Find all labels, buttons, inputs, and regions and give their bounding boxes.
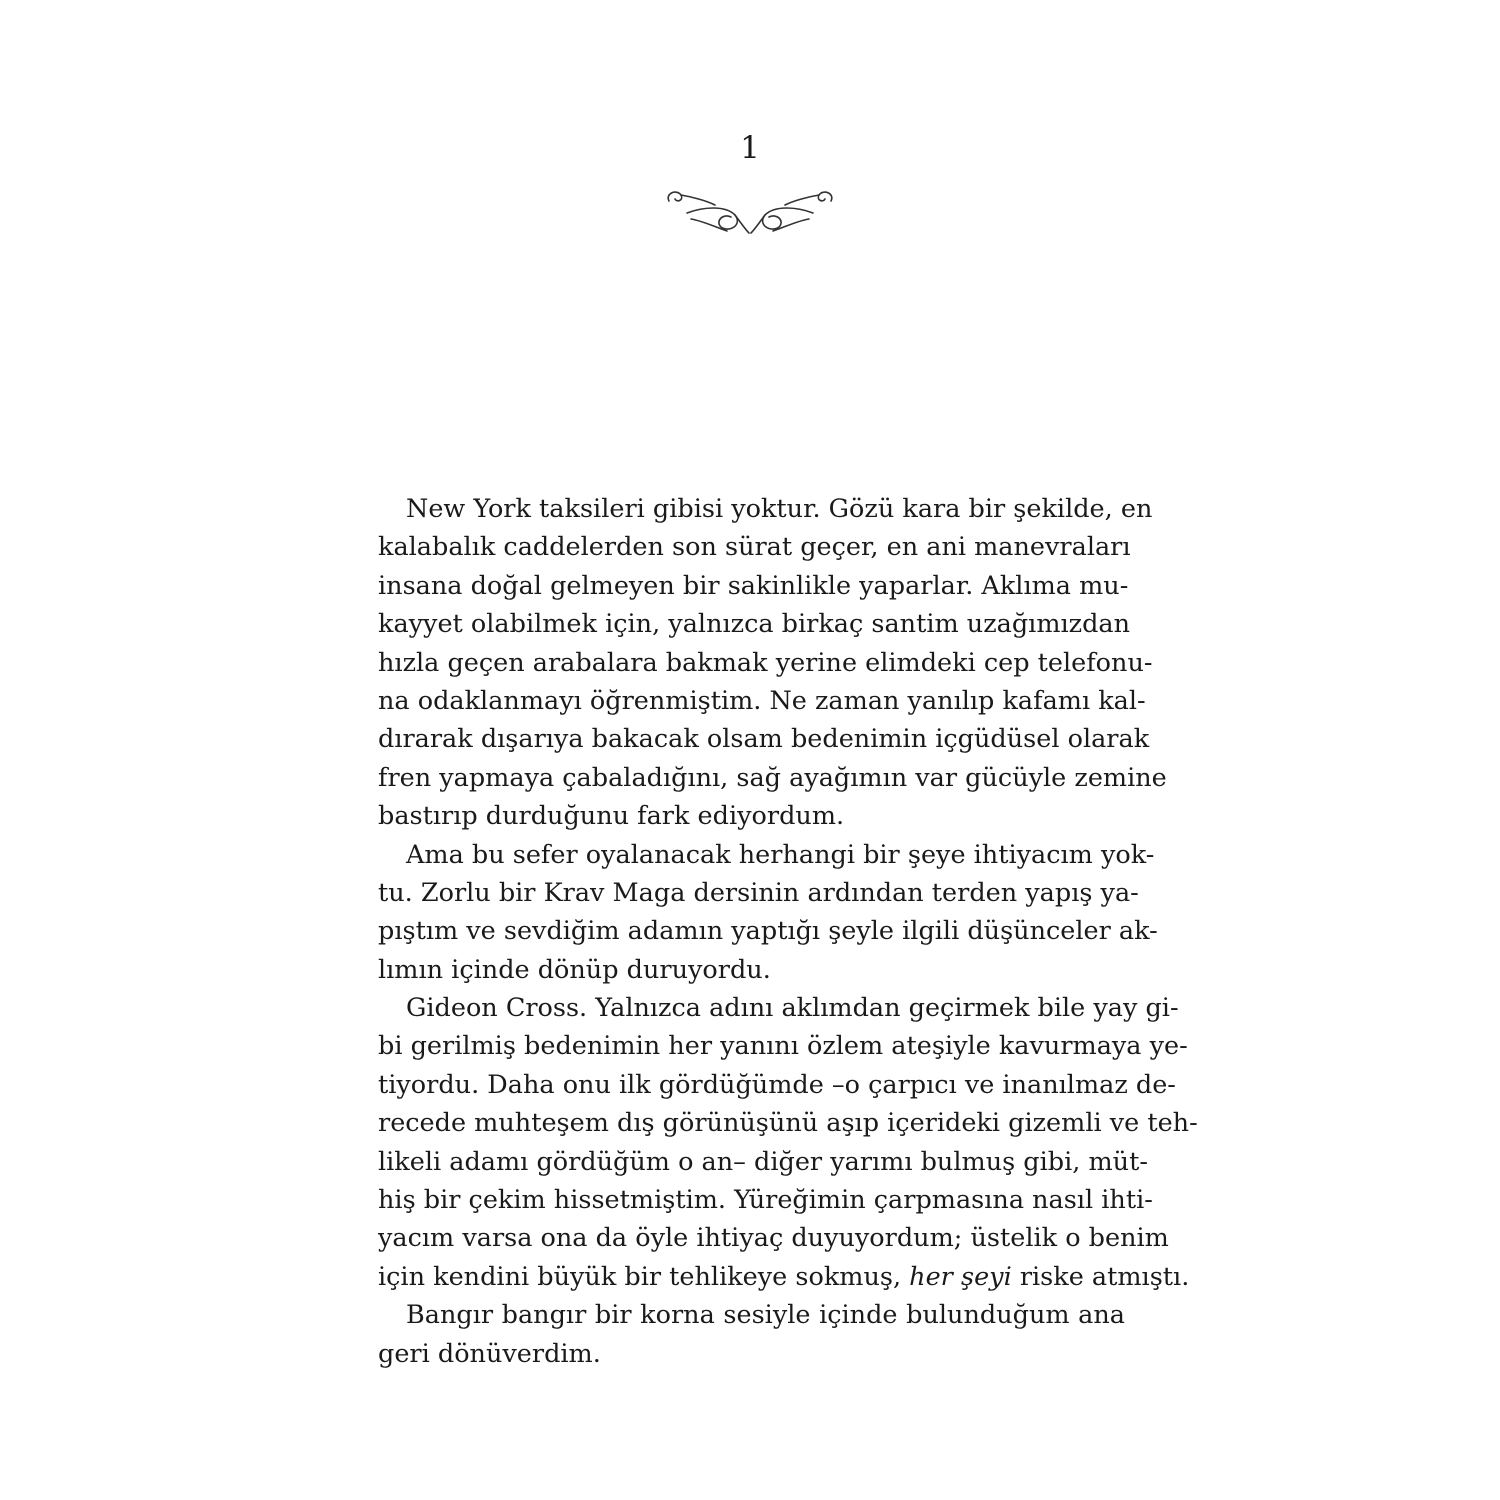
text-line: likeli adamı gördüğüm o an– diğer yarımı bulmuş gibi, müt-	[378, 1146, 1148, 1177]
text-line: pıştım ve sevdiğim adamın yaptığı şeyle ilgili düşünceler ak-	[378, 916, 1158, 947]
chapter-number: 1	[740, 130, 760, 166]
flourish-ornament-icon	[663, 183, 837, 243]
paragraph	[378, 836, 1158, 990]
text-line: fren yapmaya çabaladığını, sağ ayağımın var gücüyle zemine	[378, 762, 1167, 793]
text-line: na odaklanmayı öğrenmiştim. Ne zaman yanılıp kafamı kal-	[378, 685, 1146, 716]
text-line: Bangır bangır bir korna sesiyle içinde bulunduğum ana	[406, 1300, 1125, 1331]
text-line: yacım varsa ona da öyle ihtiyaç duyuyordum; üstelik o benim	[378, 1223, 1169, 1254]
text-line: lımın içinde dönüp duruyordu.	[378, 954, 771, 985]
text-line: kayyet olabilmek için, yalnızca birkaç santim uzağımızdan	[378, 609, 1131, 640]
text-line: bi gerilmiş bedenimin her yanını özlem ateşiyle kavurmaya ye-	[378, 1031, 1188, 1062]
text-line	[378, 1258, 1190, 1296]
text-line: hızla geçen arabalara bakmak yerine elimdeki cep telefonu-	[378, 647, 1153, 678]
text-line: tu. Zorlu bir Krav Maga dersinin ardından terden yapış ya-	[378, 877, 1139, 908]
text-line: tiyordu. Daha onu ilk gördüğümde –o çarpıcı ve inanılmaz de-	[378, 1069, 1176, 1100]
text-line: bastırıp durduğunu fark ediyordum.	[378, 801, 845, 832]
text-line: geri dönüverdim.	[378, 1338, 601, 1369]
text-segment: için kendini büyük bir tehlikeye sokmuş,	[378, 1261, 910, 1292]
text-line: insana doğal gelmeyen bir sakinlikle yaparlar. Aklıma mu-	[378, 570, 1129, 601]
text-line: kalabalık caddelerden son sürat geçer, en ani manevraları	[378, 532, 1131, 563]
text-line: Ama bu sefer oyalanacak herhangi bir şeye ihtiyacım yok-	[406, 839, 1155, 870]
text-line: dırarak dışarıya bakacak olsam bedenimin içgüdüsel olarak	[378, 724, 1150, 755]
body-text	[378, 490, 1198, 1373]
emphasis-text: her şeyi	[909, 1261, 1012, 1292]
text-segment: riske atmıştı.	[1011, 1261, 1190, 1292]
text-line: recede muhteşem dış görünüşünü aşıp içerideki gizemli ve teh-	[378, 1108, 1198, 1139]
paragraph	[378, 989, 1198, 1296]
text-line: Gideon Cross. Yalnızca adını aklımdan geçirmek bile yay gi-	[406, 993, 1179, 1024]
paragraph	[378, 1296, 1125, 1373]
text-line: New York taksileri gibisi yoktur. Gözü kara bir şekilde, en	[406, 494, 1153, 524]
text-line: hiş bir çekim hissetmiştim. Yüreğimin çarpmasına nasıl ihti-	[378, 1185, 1153, 1216]
paragraph	[378, 490, 1167, 836]
